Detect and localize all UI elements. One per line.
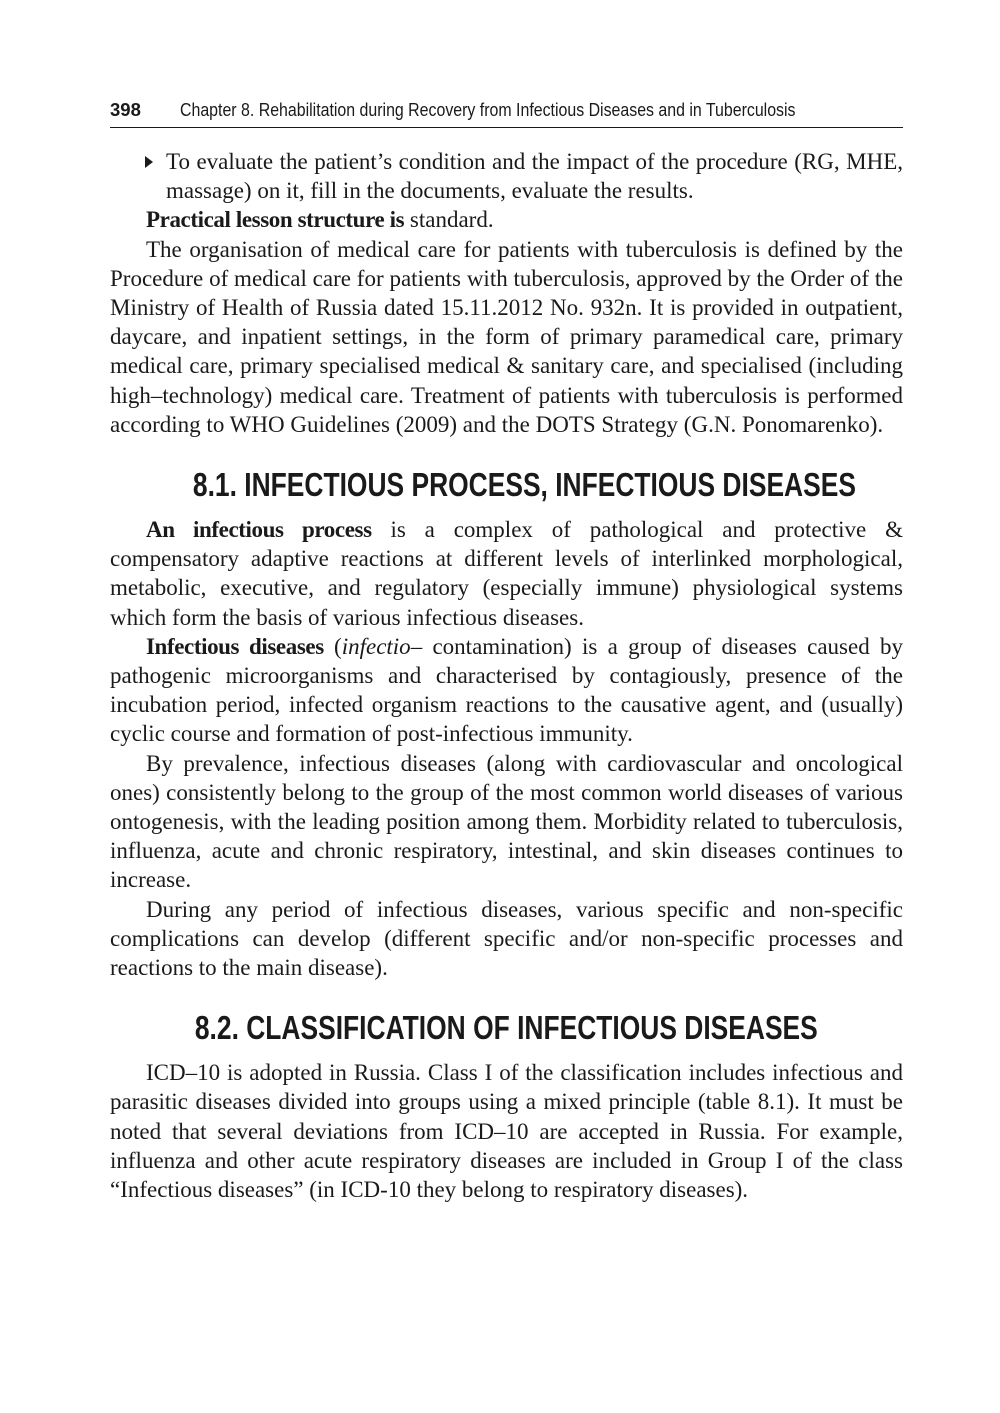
lesson-structure-term: Practical lesson structure is — [146, 207, 405, 233]
infectious-diseases-open: ( — [323, 633, 342, 659]
infectious-process-term: An infectious process — [146, 517, 372, 543]
infectio-italic: infectio — [341, 633, 411, 659]
prevalence-paragraph: By prevalence, infectious diseases (along with cardiovascular and oncological ones) consistently belong to the group of the most common world diseases of various ontogenesis, with the leading position among them. Morbidity related to tuberculosis, influenza, acute and chronic respiratory, intestinal, and skin diseases continues to increase. — [110, 750, 903, 893]
infectious-diseases-paragraph — [110, 632, 903, 749]
infectious-diseases-text: – contamination) is a group of diseases caused by pathogenic microorganisms and characterised by contagiously, presence of the incubation period, infected organism reactions to the causative agent, and (usually) cyclic course and formation of post-infectious immunity. — [110, 633, 903, 747]
bullet-item — [110, 147, 903, 205]
section-heading-8-2-text: 8.2. CLASSIFICATION OF INFECTIOUS DISEASES — [195, 1009, 818, 1047]
lesson-structure-text: standard. — [404, 207, 494, 233]
running-head — [110, 97, 903, 128]
infectious-process-text: is a complex of pathological and protective & compensatory adaptive reactions at different levels of interlinked morphological, metabolic, executive, and regulatory (especially immune) physiological systems which form the basis of various infectious diseases. — [110, 517, 903, 630]
organisation-paragraph: The organisation of medical care for patients with tuberculosis is defined by the Procedure of medical care for patients with tuberculosis, approved by the Order of the Ministry of Health of Russia dated 15.11.2012 No. 932n. It is provided in outpatient, daycare, and inpatient settings, in the form of primary paramedical care, primary medical care, primary specialised medical & sanitary care, and specialised (including high–technology) medical care. Treatment of patients with tuberculosis is performed according to WHO Guidelines (2009) and the DOTS Strategy (G.N. Ponomarenko). — [110, 236, 903, 437]
classification-paragraph: ICD–10 is adopted in Russia. Class I of the classification includes infectious and parasitic diseases divided into groups using a mixed principle (table 8.1). It must be noted that several deviations from ICD–10 are accepted in Russia. For example, influenza and other acute respiratory diseases are included in Group I of the class “Infectious diseases” (in ICD-10 they belong to respiratory diseases). — [110, 1060, 903, 1203]
chapter-title: Chapter 8. Rehabilitation during Recovery from Infectious Diseases and in Tuberculosis — [180, 99, 796, 120]
section-heading-8-2 — [110, 1008, 903, 1048]
lesson-structure-paragraph — [110, 205, 903, 234]
triangle-bullet-icon — [145, 156, 153, 168]
body-text — [110, 147, 903, 1204]
infectious-process-paragraph — [110, 515, 903, 632]
infectious-diseases-term: Infectious diseases — [146, 633, 324, 659]
page-number: 398 — [110, 99, 141, 120]
section-heading-8-1-text: 8.1. INFECTIOUS PROCESS, INFECTIOUS DISEASES — [192, 466, 856, 504]
section-heading-8-1 — [110, 465, 903, 505]
bullet-text: To evaluate the patient’s condition and the impact of the procedure (RG, MHE, massage) on it, fill in the documents, evaluate the results. — [166, 149, 903, 204]
complications-paragraph: During any period of infectious diseases, various specific and non-specific complications can develop (different specific and/or non-specific processes and reactions to the main disease). — [110, 896, 903, 981]
